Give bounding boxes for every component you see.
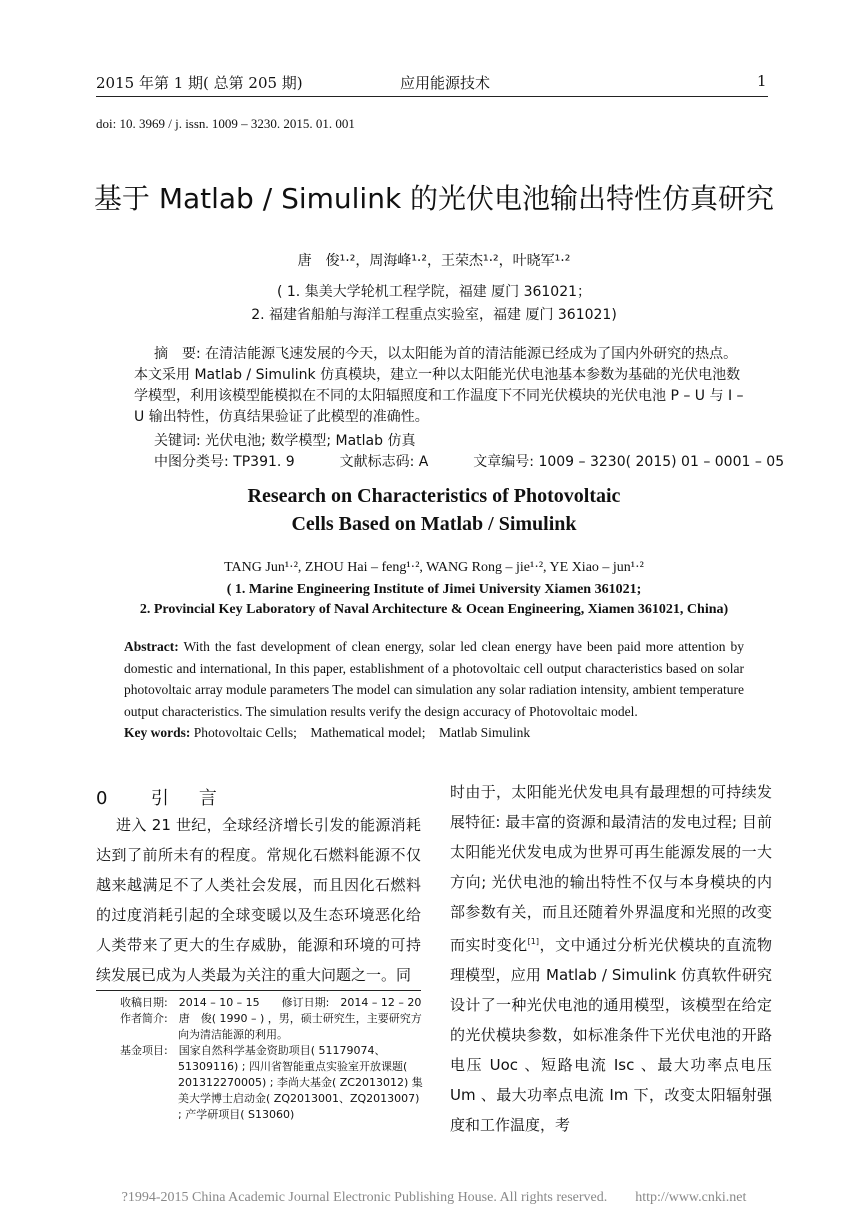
abstract-english [124, 636, 744, 744]
footnotes [120, 995, 425, 1123]
authors-english: TANG Jun¹·², ZHOU Hai – feng¹·², WANG Rong – jie¹·², YE Xiao – jun¹·² [224, 560, 644, 575]
classification-line [154, 451, 784, 471]
body-right-text-2: ，文中通过分析光伏模块的直流物理模型，应用 Matlab / Simulink 仿真软件研究设计了一种光伏电池的通用模型，该模型在给定的光伏模块参数，如标准条件下光伏电池的开路电压 Uoc 、短路电流 Isc 、最大功率点电压 Um 、最大功率点电流 Im 下，改变太阳辐射强度和工作温度，考 [450, 936, 772, 1134]
article-number-value: 1009 – 3230( 2015) 01 – 0001 – 05 [538, 454, 785, 470]
affiliation-english-1: ( 1. Marine Engineering Institute of Jimei University Xiamen 361021; [226, 582, 642, 597]
doc-code-value: A [418, 454, 429, 470]
section-title: 引 言 [150, 788, 223, 809]
title-english-line-2: Cells Based on Matlab / Simulink [291, 513, 577, 535]
keywords-chinese-label: 关键词: [154, 433, 201, 449]
body-right-text-1: 时由于，太阳能光伏发电具有最理想的可持续发展特征: 最丰富的资源和最清洁的发电过程; 目前太阳能光伏发电成为世界可再生能源发展的一大方向; 光伏电池的输出特性不仅与本身模块的内部参数有关，而且还随着外界温度和光照的改变而实时变化 [450, 783, 772, 954]
article-number-label: 文章编号: [473, 454, 534, 470]
doc-code-label: 文献标志码: [339, 454, 415, 470]
title-chinese: 基于 Matlab / Simulink 的光伏电池输出特性仿真研究 [93, 182, 775, 215]
header-page-number: 1 [757, 72, 767, 90]
body-right-paragraph [450, 777, 772, 1140]
keywords-english-label: Key words: [124, 725, 191, 740]
keywords-chinese [154, 430, 415, 450]
title-english-line-1: Research on Characteristics of Photovoltaic [247, 485, 621, 507]
keywords-chinese-value: 光伏电池; 数学模型; Matlab 仿真 [205, 433, 416, 449]
affiliation-chinese-1: ( 1. 集美大学轮机工程学院，福建 厦门 361021； [276, 284, 592, 300]
footnote-received: 收稿日期: 2014 – 10 – 15 修订日期: 2014 – 12 – 20 [120, 996, 422, 1009]
footnote-fund: 基金项目: 国家自然科学基金资助项目( 51179074、51309116) ; 四川省智能重点实验室开放课题( 201312270005) ; 李尚大基金( ZC2013012) 集美大学博士启动金( ZQ2013001、ZQ2013007) ; 产学研项目( S13060) [120, 1044, 423, 1121]
class-number-value: TP391. 9 [233, 454, 295, 470]
citation-ref: [1] [527, 937, 540, 946]
affiliation-english-2: 2. Provincial Key Laboratory of Naval Architecture & Ocean Engineering, Xiamen 361021, China) [139, 602, 729, 617]
abstract-chinese-text: 在清洁能源飞速发展的今天，以太阳能为首的清洁能源已经成为了国内外研究的热点。本文采用 Matlab / Simulink 仿真模块，建立一种以太阳能光伏电池基本参数为基础的光伏电池数学模型，利用该模型能模拟在不同的太阳辐照度和工作温度下不同光伏模块的光伏电池 P – U 与 I – U 输出特性，仿真结果验证了此模型的准确性。 [134, 346, 744, 425]
section-heading [96, 784, 223, 810]
abstract-english-label: Abstract: [124, 639, 179, 654]
abstract-chinese-label: 摘 要: [154, 346, 201, 362]
body-left-paragraph: 进入 21 世纪，全球经济增长引发的能源消耗达到了前所未有的程度。常规化石燃料能源不仅越来越满足不了人类社会发展，而且因化石燃料的过度消耗引起的全球变暖以及生态环境恶化给人类带来了更大的生存威胁，能源和环境的可持续发展已成为人类最为关注的重大问题之一。同 [96, 816, 421, 984]
body-left-column [96, 810, 421, 990]
affiliation-chinese-2: 2. 福建省船舶与海洋工程重点实验室，福建 厦门 361021) [251, 307, 617, 323]
footnote-rule [96, 990, 421, 991]
section-number: 0 [96, 788, 114, 809]
abstract-chinese [134, 344, 744, 428]
class-number-label: 中图分类号: [154, 454, 229, 470]
footnote-bio: 作者简介: 唐 俊( 1990 – ) ，男，硕士研究生，主要研究方向为清洁能源的利用。 [120, 1012, 422, 1041]
header-issue: 2015 年第 1 期( 总第 205 期) [96, 74, 303, 92]
keywords-english-value: Photovoltaic Cells; Mathematical model; Matlab Simulink [193, 725, 531, 740]
copyright-footer: ?1994-2015 China Academic Journal Electronic Publishing House. All rights reserved. http://www.cnki.net [121, 1190, 747, 1205]
header-rule [96, 96, 768, 97]
doi: doi: 10. 3969 / j. issn. 1009 – 3230. 2015. 01. 001 [96, 116, 355, 131]
authors-chinese: 唐 俊¹·²，周海峰¹·²，王荣杰¹·²，叶晓军¹·² [297, 253, 571, 269]
abstract-english-text: With the fast development of clean energy, solar led clean energy have been paid more attention by domestic and international, In this paper, establishment of a photovoltaic cell output characteristics based on solar photovoltaic array module parameters The model can simulation any solar radiation intensity, ambient temperature output characteristics. The simulation results verify the design accuracy of Photovoltaic model. [124, 639, 744, 719]
body-right-column [450, 777, 772, 1140]
header-journal: 应用能源技术 [400, 74, 491, 92]
